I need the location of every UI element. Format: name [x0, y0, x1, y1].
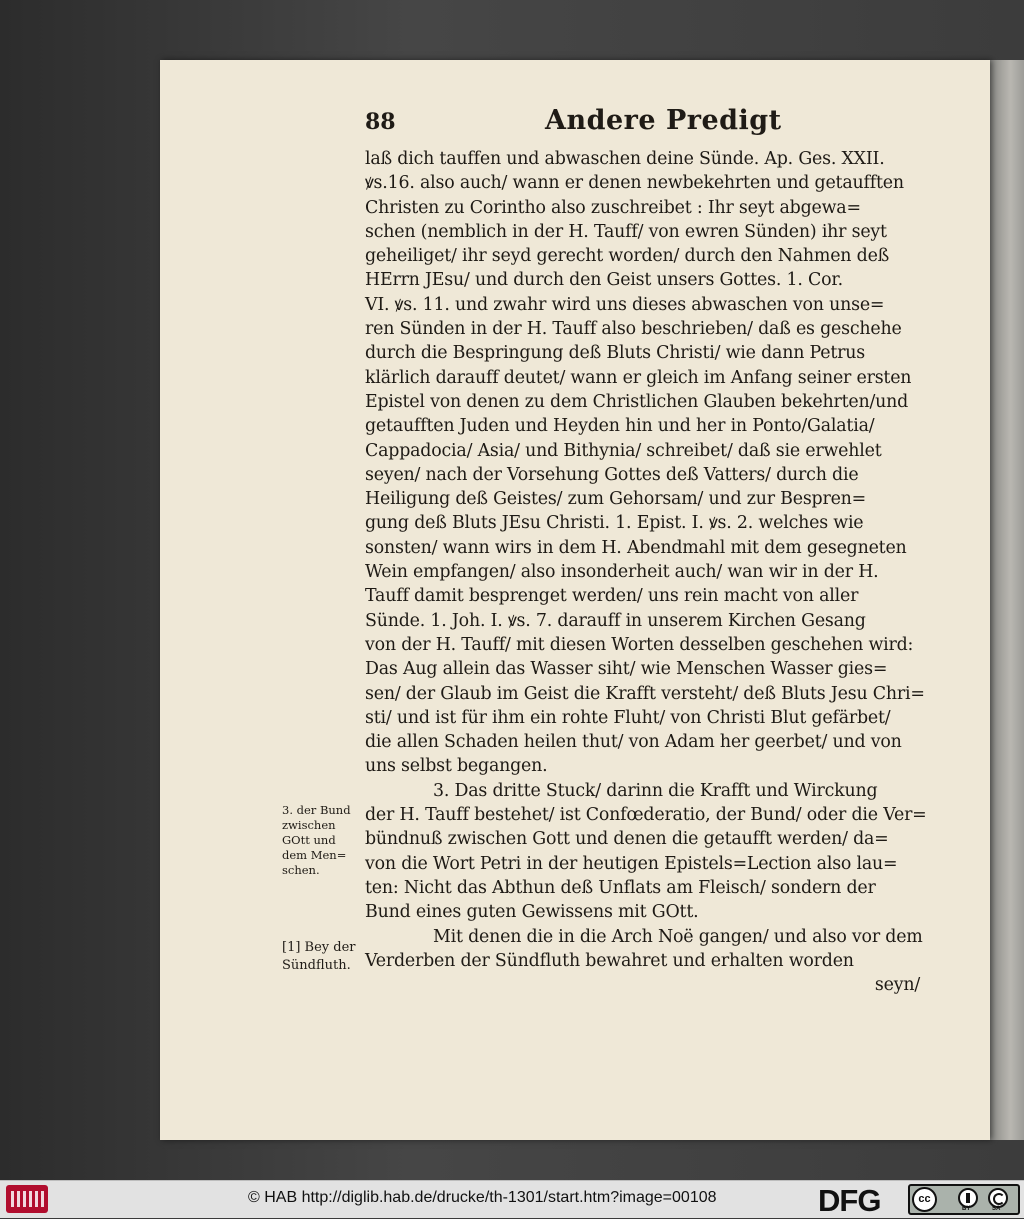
- text-line: der H. Tauff bestehet/ ist Confœderatio, der Bund/ oder die Ver=: [365, 805, 927, 826]
- viewer-footer: [0, 1180, 1024, 1218]
- cc-license-badge[interactable]: [908, 1184, 1020, 1215]
- text-line: Bund eines guten Gewissens mit GOtt.: [365, 902, 699, 923]
- text-line: sen/ der Glaub im Geist die Krafft versteht/ deß Bluts Jesu Chri=: [365, 683, 925, 704]
- text-line: 3. Das dritte Stuck/ darinn die Krafft und Wirckung: [433, 780, 878, 801]
- text-line: HErrn JEsu/ und durch den Geist unsers Gottes. 1. Cor.: [365, 270, 843, 291]
- by-label: BY: [962, 1206, 971, 1212]
- margin-note-line: schen.: [282, 863, 320, 877]
- text-line: durch die Bespringung deß Bluts Christi/ wie dann Petrus: [365, 343, 865, 364]
- citation-link[interactable]: © HAB http://diglib.hab.de/drucke/th-1301/start.htm?image=00108: [248, 1189, 717, 1206]
- text-line: Epistel von denen zu dem Christlichen Glauben bekehrten/und: [365, 391, 909, 412]
- text-line: uns selbst begangen.: [365, 756, 548, 777]
- text-line: sti/ und ist für ihm ein rohte Fluht/ von Christi Blut gefärbet/: [365, 707, 891, 728]
- text-line: Wein empfangen/ also insonderheit auch/ wan wir in der H.: [365, 562, 879, 583]
- page-edge-stack: [990, 60, 1024, 1140]
- text-line: Cappadocia/ Asia/ und Bithynia/ schreibet/ daß sie erwehlet: [365, 440, 882, 461]
- margin-note-suendfluth: [282, 939, 377, 975]
- text-line: von die Wort Petri in der heutigen Epistels=Lection also lau=: [365, 853, 898, 874]
- margin-note-line: Sündfluth.: [282, 958, 351, 973]
- text-line: ren Sünden in der H. Tauff also beschrieben/ daß es geschehe: [365, 319, 902, 340]
- text-line: schen (nemblich in der H. Tauff/ von ewren Sünden) ihr seyt: [365, 221, 887, 242]
- book-page: [160, 60, 990, 1140]
- margin-note-bund: [282, 803, 377, 878]
- text-line: bündnuß zwischen Gott und denen die getaufft werden/ da=: [365, 829, 889, 850]
- text-line: geheiliget/ ihr seyd gerecht worden/ durch den Nahmen deß: [365, 246, 890, 267]
- sermon-body-text: [365, 147, 927, 997]
- text-line: VI. ꝟs. 11. und zwahr wird uns dieses abwaschen von unse=: [365, 294, 885, 315]
- margin-note-line: dem Men=: [282, 848, 347, 862]
- text-line: Sünde. 1. Joh. I. ꝟs. 7. darauff in unserem Kirchen Gesang: [365, 610, 866, 631]
- cc-icon: cc: [912, 1187, 937, 1212]
- share-alike-icon: [988, 1188, 1008, 1208]
- page-header: [365, 105, 925, 139]
- text-line: von der H. Tauff/ mit diesen Worten desselben geschehen wird:: [365, 634, 914, 655]
- text-line: die allen Schaden heilen thut/ von Adam her geerbet/ und von: [365, 732, 902, 753]
- text-line: Verderben der Sündfluth bewahret und erhalten worden: [365, 950, 854, 971]
- text-line: Tauff damit besprenget werden/ uns rein macht von aller: [365, 586, 859, 607]
- text-line: Das Aug allein das Wasser siht/ wie Menschen Wasser gies=: [365, 659, 888, 680]
- text-line: seyen/ nach der Vorsehung Gottes deß Vatters/ durch die: [365, 464, 859, 485]
- text-line: Christen zu Corintho also zuschreibet : Ihr seyt abgewa=: [365, 197, 861, 218]
- running-head: Andere Predigt: [545, 105, 782, 136]
- margin-note-line: zwischen: [282, 818, 336, 832]
- margin-note-line: GOtt und: [282, 833, 336, 847]
- text-line: getaufften Juden und Heyden hin und her in Ponto/Galatia/: [365, 416, 875, 437]
- text-line: sonsten/ wann wirs in dem H. Abendmahl mit dem gesegneten: [365, 537, 907, 558]
- catchword: seyn/: [874, 975, 920, 996]
- text-line: klärlich darauff deutet/ wann er gleich im Anfang seiner ersten: [365, 367, 912, 388]
- text-line: Mit denen die in die Arch Noë gangen/ und also vor dem: [433, 926, 923, 947]
- page-number: 88: [365, 109, 396, 135]
- text-line: gung deß Bluts JEsu Christi. 1. Epist. I. ꝟs. 2. welches wie: [365, 513, 864, 534]
- margin-note-line: [1] Bey der: [282, 940, 356, 955]
- sa-label: SA: [992, 1206, 1001, 1212]
- dfg-logo: DFG: [818, 1183, 881, 1218]
- margin-note-line: 3. der Bund: [282, 803, 351, 817]
- text-line: ꝟs.16. also auch/ wann er denen newbekehrten und getaufften: [365, 173, 904, 194]
- by-attribution-icon: [958, 1188, 978, 1208]
- library-logo-icon: [6, 1185, 48, 1213]
- text-line: laß dich tauffen und abwaschen deine Sünde. Ap. Ges. XXII.: [365, 149, 885, 169]
- text-line: Heiligung deß Geistes/ zum Gehorsam/ und zur Bespren=: [365, 489, 867, 510]
- text-line: ten: Nicht das Abthun deß Unflats am Fleisch/ sondern der: [365, 877, 876, 898]
